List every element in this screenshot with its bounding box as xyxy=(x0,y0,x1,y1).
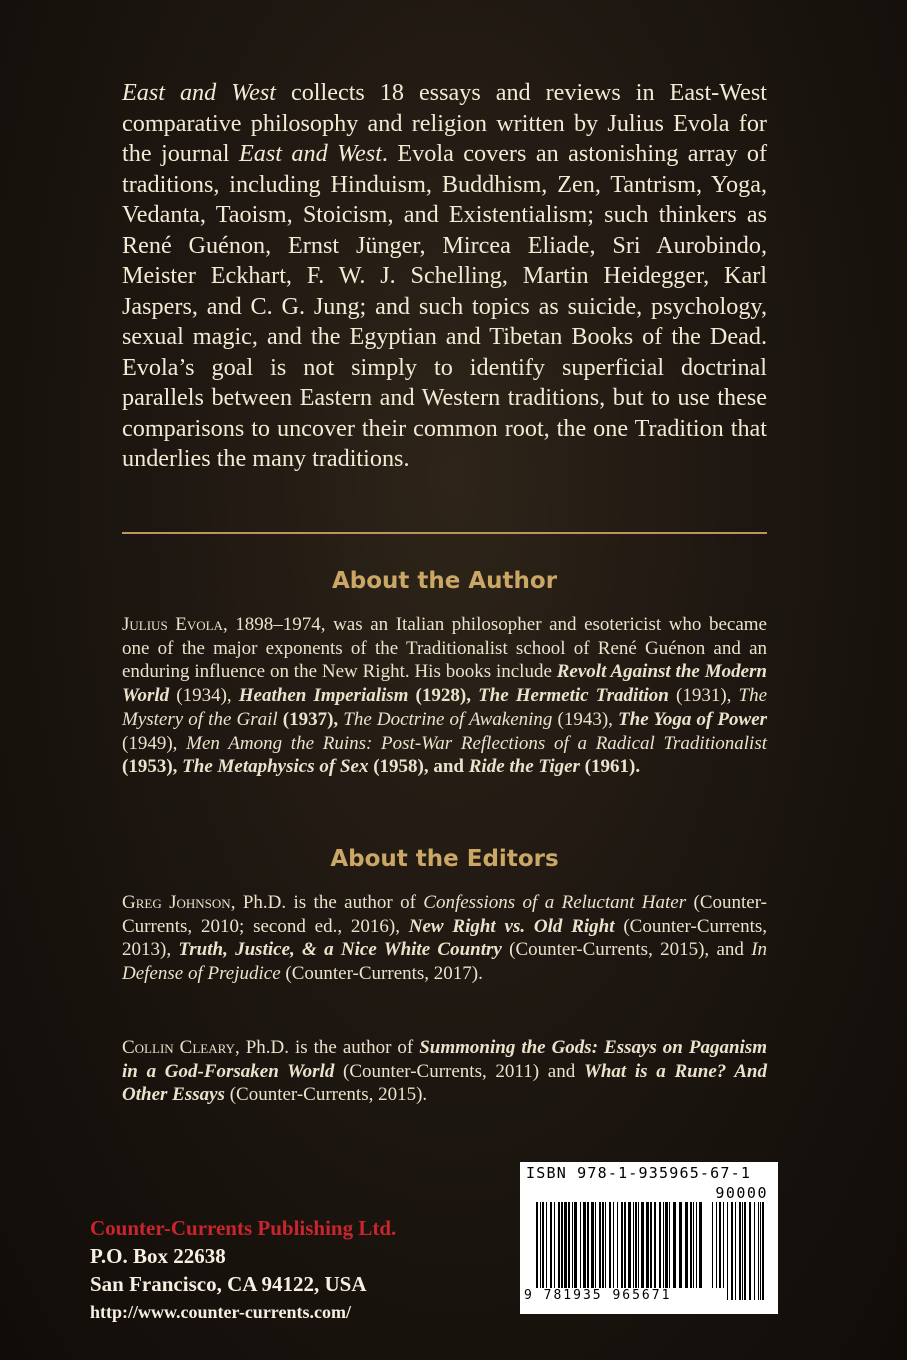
book-description xyxy=(122,78,767,475)
barcode-bar xyxy=(561,1202,563,1288)
editor-bio-johnson xyxy=(122,891,767,986)
publisher-info xyxy=(90,1214,396,1326)
divider xyxy=(122,532,767,534)
publisher-website[interactable]: http://www.counter-currents.com/ xyxy=(90,1302,351,1322)
barcode-bar xyxy=(621,1202,623,1288)
book-title: The Mystery of the Grail xyxy=(122,685,767,730)
barcode-bar xyxy=(679,1202,682,1288)
barcode-bar xyxy=(542,1202,544,1288)
book-title: What is a Rune? And Other Essays xyxy=(122,1060,767,1106)
book-title: In Defense of Prejudice xyxy=(122,939,768,985)
publisher-po-box: P.O. Box 22638 xyxy=(90,1244,226,1268)
barcode-bar xyxy=(641,1202,644,1288)
barcode-bar xyxy=(665,1202,668,1288)
description-text: collects 18 essays and reviews in East-West comparative philosophy and religion written by Julius Evola for the journal xyxy=(122,79,767,167)
barcode-bar xyxy=(762,1202,764,1300)
barcode-bar xyxy=(602,1202,604,1288)
barcode-bars xyxy=(530,1202,770,1302)
barcode-bar xyxy=(609,1202,611,1288)
barcode-bar xyxy=(550,1202,552,1288)
barcode-bar xyxy=(536,1202,538,1288)
barcode-bar xyxy=(646,1202,649,1288)
barcode-bar xyxy=(690,1202,692,1288)
barcode-bar xyxy=(628,1202,631,1288)
bio-text: (Counter-Currents, 2017). xyxy=(280,963,483,985)
barcode-bar xyxy=(654,1202,656,1288)
book-title: Men Among the Ruins: Post-War Reflections of a Radical Traditionalist xyxy=(186,732,767,754)
book-title: Ride the Tiger xyxy=(468,756,580,778)
barcode-bar xyxy=(731,1202,733,1300)
about-author-heading: About the Author xyxy=(331,568,558,594)
barcode-bar xyxy=(558,1202,560,1288)
bio-text: (Counter-Currents, 2015), and xyxy=(501,939,752,961)
book-title: The Doctrine of Awakening xyxy=(343,708,553,730)
editor-name: Collin Cleary xyxy=(122,1037,235,1058)
publisher-city: San Francisco, CA 94122, USA xyxy=(90,1272,367,1296)
barcode-bar xyxy=(685,1202,688,1288)
ean-digits: 9 781935 965671 xyxy=(524,1288,724,1303)
author-bio xyxy=(122,613,767,779)
barcode-bar xyxy=(760,1202,761,1300)
barcode-bar xyxy=(696,1202,697,1288)
barcode-bar xyxy=(546,1202,547,1288)
barcode-bar xyxy=(754,1202,755,1300)
description-text: . Evola covers an astonishing array of traditions, including Hinduism, Buddhism, Zen, Tantrism, Yoga, Vedanta, Taoism, Stoicism, and Existentialism; such thinkers as René Guénon, Ernst Jünger, Mircea Eliade, Sri Aurobindo, Meister Eckhart, F. W. J. Schelling, Martin Heidegger, Karl Jaspers, and C. G. Jung; and such topics as suicide, psychology, sexual magic, and the Egyptian and Tibetan Books of the Dead. Evola’s goal is not simply to identify superficial doctrinal parallels between Eastern and Western traditions, but to use these comparisons to uncover their common root, the one Tradition that underlies the many traditions. xyxy=(122,140,768,472)
barcode-bar xyxy=(716,1202,717,1300)
isbn-label: ISBN 978-1-935965-67-1 xyxy=(526,1164,752,1182)
barcode-bar xyxy=(693,1202,694,1288)
bio-text: (1961). xyxy=(579,756,641,778)
barcode-bar xyxy=(744,1202,746,1300)
barcode-bar xyxy=(650,1202,652,1288)
book-title: The Hermetic Tradition xyxy=(478,685,669,707)
book-title: The Yoga of Power xyxy=(618,708,768,730)
bio-text: (1953), xyxy=(122,756,183,778)
bio-text: (1934), xyxy=(169,685,239,707)
barcode-bar xyxy=(540,1202,541,1288)
barcode-bar xyxy=(719,1202,721,1300)
book-title: Summoning the Gods: Essays on Paganism in a God-Forsaken World xyxy=(122,1037,767,1082)
barcode-bar xyxy=(583,1202,586,1288)
barcode-bar xyxy=(742,1202,743,1300)
barcode-bar xyxy=(739,1202,741,1300)
bio-text: , Ph.D. is the author of xyxy=(234,1037,420,1058)
barcode-bar xyxy=(595,1202,596,1288)
barcode-bar xyxy=(663,1202,664,1288)
book-title: The Metaphysics of Sex xyxy=(182,756,369,778)
barcode-bar xyxy=(669,1202,670,1288)
barcode-bar xyxy=(574,1202,577,1288)
author-name: Julius Evola xyxy=(122,614,223,635)
barcode-bar xyxy=(580,1202,581,1288)
barcode-bar xyxy=(564,1202,567,1288)
book-title: Truth, Justice, & a Nice White Country xyxy=(178,939,502,961)
bio-text: (1937), xyxy=(277,708,344,730)
bio-text: (Counter-Currents, 2015). xyxy=(224,1084,428,1106)
book-title: New Right vs. Old Right xyxy=(408,915,615,937)
book-title: Confessions of a Reluctant Hater xyxy=(423,892,687,913)
barcode-bar xyxy=(591,1202,594,1288)
bio-text: (1949), xyxy=(122,732,187,754)
barcode-bar xyxy=(699,1202,702,1288)
bio-text: (Counter-Currents, 2013), xyxy=(122,915,768,961)
bio-text: , Ph.D. is the author of xyxy=(230,892,424,913)
price-code: 90000 xyxy=(715,1184,768,1202)
bio-text: (1928), xyxy=(408,685,479,707)
editor-name: Greg Johnson xyxy=(122,892,231,913)
barcode-bar xyxy=(572,1202,573,1288)
editor-bio-cleary xyxy=(122,1036,767,1107)
barcode-bar xyxy=(635,1202,637,1288)
barcode-bar xyxy=(673,1202,676,1288)
barcode-bar xyxy=(735,1202,736,1300)
bio-text: (1943), xyxy=(552,708,619,730)
barcode-bar xyxy=(605,1202,606,1288)
barcode-bar xyxy=(727,1202,728,1300)
barcode-bar xyxy=(554,1202,555,1288)
barcode-bar xyxy=(659,1202,661,1288)
barcode-bar xyxy=(587,1202,589,1288)
barcode-bar xyxy=(599,1202,601,1288)
barcode-bar xyxy=(758,1202,759,1300)
bio-text: (1958), and xyxy=(368,756,469,778)
bio-text: (Counter-Currents, 2011) and xyxy=(334,1060,584,1082)
bio-text: , 1898–1974, was an Italian philosopher and esotericist who became one of the major exponents of the Traditionalist school of René Guénon and an enduring influence on the New Right. His books include xyxy=(122,614,767,683)
journal-title: East and West xyxy=(122,79,276,106)
journal-title: East and West xyxy=(238,140,382,167)
barcode-bar xyxy=(723,1202,724,1300)
barcode-bar xyxy=(749,1202,751,1300)
barcode-bar xyxy=(633,1202,634,1288)
book-title: Heathen Imperialism xyxy=(238,685,409,707)
barcode-bar xyxy=(638,1202,639,1288)
bio-text: (Counter-Currents, 2010; second ed., 2016), xyxy=(122,892,767,937)
barcode-bar xyxy=(624,1202,626,1288)
isbn-barcode xyxy=(520,1162,778,1314)
barcode-bar xyxy=(617,1202,618,1288)
barcode-bar xyxy=(568,1202,570,1288)
about-editors-heading: About the Editors xyxy=(330,846,559,872)
bio-text: (1931), xyxy=(668,685,739,707)
book-title: Revolt Against the Modern World xyxy=(122,661,767,707)
barcode-bar xyxy=(613,1202,614,1288)
publisher-name: Counter-Currents Publishing Ltd. xyxy=(90,1216,397,1240)
barcode-bar xyxy=(712,1202,713,1300)
